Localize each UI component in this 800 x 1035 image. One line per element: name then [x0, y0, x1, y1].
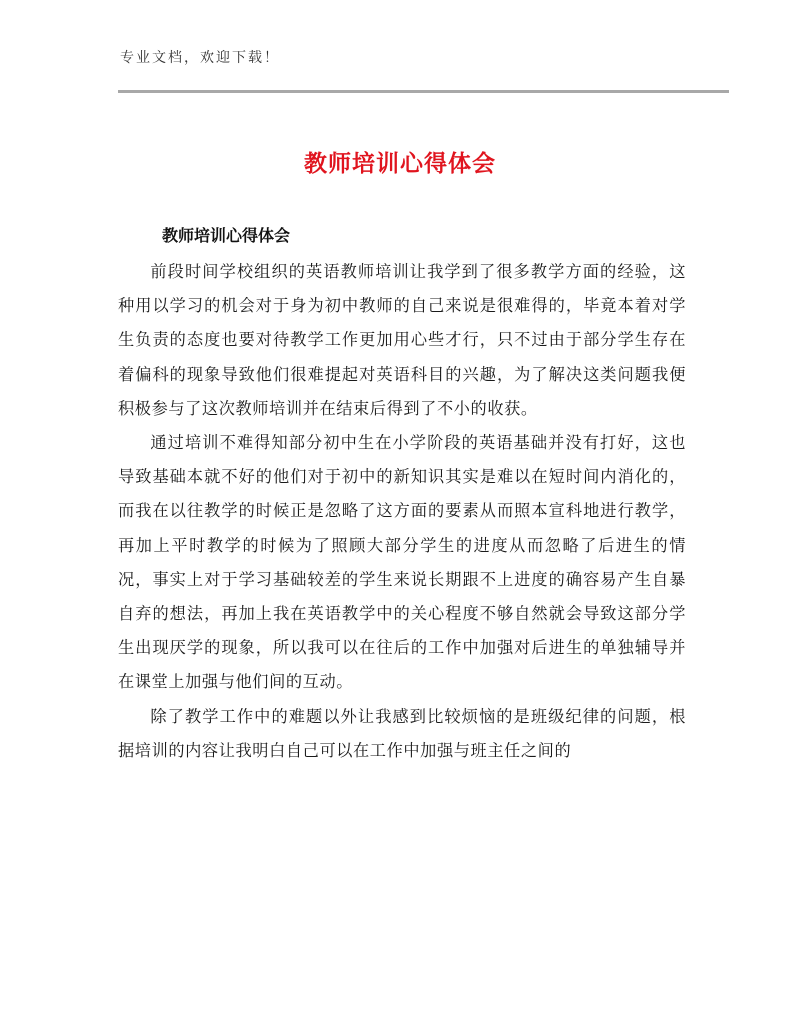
- document-subtitle: 教师培训心得体会: [162, 226, 291, 245]
- document-title: 教师培训心得体会: [304, 151, 496, 177]
- header-text: 专业文档，欢迎下载！: [120, 50, 280, 66]
- paragraph: 除了教学工作中的难题以外让我感到比较烦恼的是班级纪律的问题，根据培训的内容让我明白自己可以在工作中加强与班主任之间的: [118, 706, 686, 760]
- paragraph: 前段时间学校组织的英语教师培训让我学到了很多教学方面的经验，这种用以学习的机会对于身为初中教师的自己来说是很难得的，毕竟本着对学生负责的态度也要对待教学工作更加用心些才行，只不过由于部分学生存在着偏科的现象导致他们很难提起对英语科目的兴趣，为了解决这类问题我便积极参与了这次教师培训并在结束后得到了不小的收获。: [118, 262, 686, 418]
- paragraph: 通过培训不难得知部分初中生在小学阶段的英语基础并没有打好，这也导致基础本就不好的他们对于初中的新知识其实是难以在短时间内消化的，而我在以往教学的时候正是忽略了这方面的要素从而照本宣科地进行教学，再加上平时教学的时候为了照顾大部分学生的进度从而忽略了后进生的情况，事实上对于学习基础较差的学生来说长期跟不上进度的确容易产生自暴自弃的想法，再加上我在英语教学中的关心程度不够自然就会导致这部分学生出现厌学的现象，所以我可以在往后的工作中加强对后进生的单独辅导并在课堂上加强与他们间的互动。: [118, 433, 686, 692]
- header-divider: [118, 90, 729, 93]
- document-body: [118, 255, 686, 768]
